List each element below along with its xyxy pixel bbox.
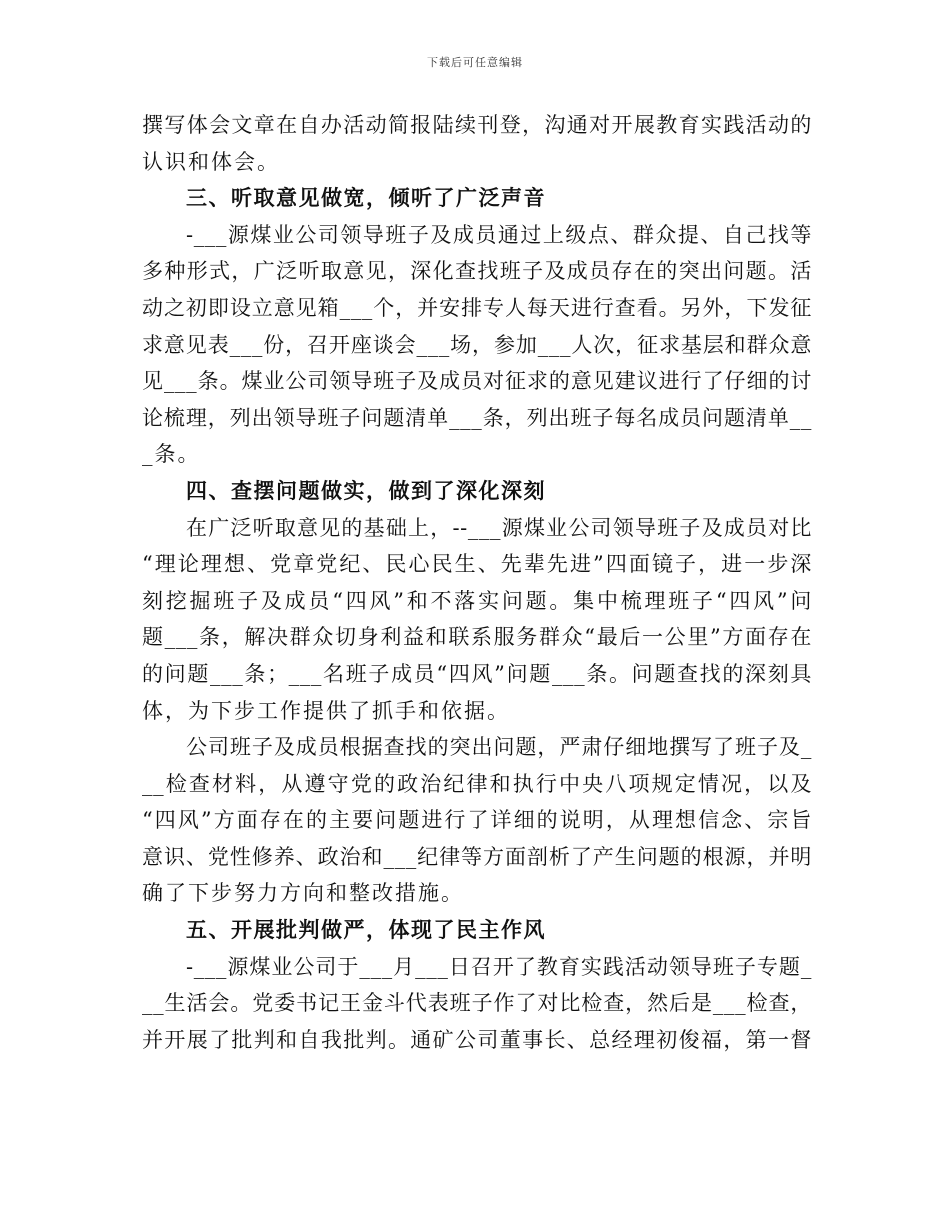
section-heading: 三、听取意见做宽，倾听了广泛声音 <box>186 186 546 211</box>
paragraph-line: 确了下步努力方向和整改措施。 <box>142 881 464 906</box>
section-heading: 四、查摆问题做实，做到了深化深刻 <box>186 478 546 503</box>
paragraph-line: 求意见表___份，召开座谈会___场，参加___人次，征求基层和群众意 <box>142 332 812 357</box>
paragraph-line: 认识和体会。 <box>142 149 280 174</box>
paragraph-line: 多种形式，广泛听取意见，深化查找班子及成员存在的突出问题。活 <box>142 259 812 284</box>
paragraph-line: 并开展了批判和自我批判。通矿公司董事长、总经理初俊福，第一督 <box>142 1027 812 1052</box>
paragraph-line: __生活会。党委书记王金斗代表班子作了对比检查，然后是___检查， <box>142 991 812 1016</box>
paragraph-line: 意识、党性修养、政治和___纪律等方面剖析了产生问题的根源，并明 <box>142 844 812 869</box>
paragraph-line: 公司班子及成员根据查找的突出问题，严肃仔细地撰写了班子及_ <box>186 735 812 760</box>
paragraph-line: 在广泛听取意见的基础上，--___源煤业公司领导班子及成员对比 <box>186 515 812 540</box>
paragraph-line: 的问题___条；___名班子成员“四风”问题___条。问题查找的深刻具 <box>142 661 812 686</box>
document-body <box>142 107 812 1058</box>
paragraph-line: -___源煤业公司于___月___日召开了教育实践活动领导班子专题_ <box>186 954 812 979</box>
paragraph-line: __检查材料，从遵守党的政治纪律和执行中央八项规定情况，以及 <box>142 771 812 796</box>
paragraph-line: 论梳理，列出领导班子问题清单___条，列出班子每名成员问题清单__ <box>142 405 812 430</box>
paragraph-line: -___源煤业公司领导班子及成员通过上级点、群众提、自己找等 <box>186 222 812 247</box>
paragraph-line: 刻挖掘班子及成员“四风”和不落实问题。集中梳理班子“四风”问 <box>142 588 812 613</box>
paragraph-line: 体，为下步工作提供了抓手和依据。 <box>142 698 510 723</box>
page-header: 下载后可任意编辑 <box>427 56 523 69</box>
paragraph-line: “四风”方面存在的主要问题进行了详细的说明，从理想信念、宗旨 <box>142 808 812 833</box>
paragraph-line: 动之初即设立意见箱___个，并安排专人每天进行查看。另外，下发征 <box>142 295 812 320</box>
paragraph-line: “理论理想、党章党纪、民心民生、先辈先进”四面镜子，进一步深 <box>142 552 812 577</box>
paragraph-line: 撰写体会文章在自办活动简报陆续刊登，沟通对开展教育实践活动的 <box>142 113 812 137</box>
paragraph-line: 题___条，解决群众切身利益和联系服务群众“最后一公里”方面存在 <box>142 625 812 650</box>
section-heading: 五、开展批判做严，体现了民主作风 <box>186 918 546 943</box>
paragraph-line: _条。 <box>142 442 201 467</box>
paragraph-line: 见___条。煤业公司领导班子及成员对征求的意见建议进行了仔细的讨 <box>142 369 812 394</box>
